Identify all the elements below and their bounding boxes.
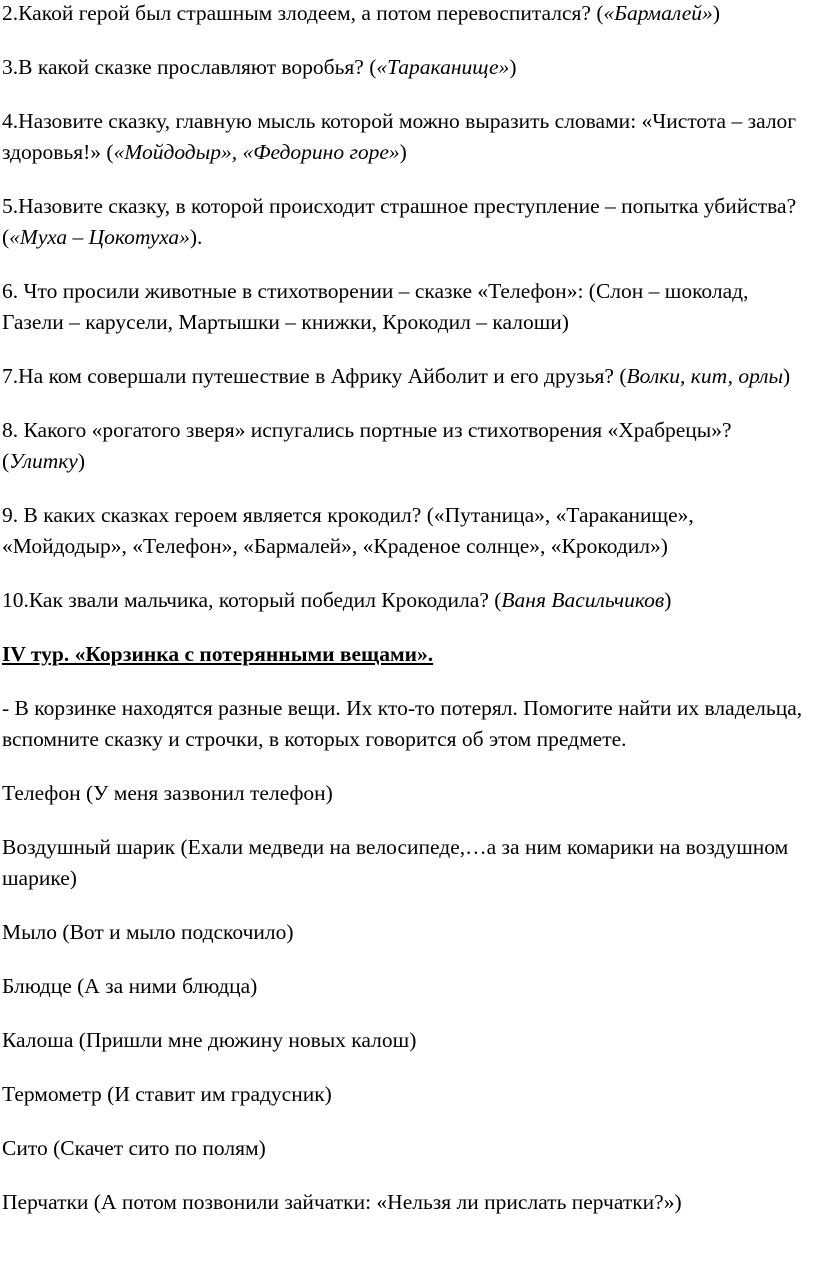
round-heading: IV тур. «Корзинка с потерянными вещами».: [2, 642, 434, 666]
question-text: Какой герой был страшным злодеем, а потом перевоспитался? (: [18, 1, 604, 25]
question-number: 6.: [2, 279, 19, 303]
question-answer: Улитку: [9, 449, 78, 473]
round-intro: - В корзинке находятся разные вещи. Их кто-то потерял. Помогите найти их владельца, вспомните сказку и строчки, в которых говорится об этом предмете.: [2, 696, 803, 751]
question-6: [2, 276, 812, 338]
question-number: 10.: [2, 588, 29, 612]
basket-item: Перчатки (А потом позвонили зайчатки: «Нельзя ли прислать перчатки?»): [2, 1190, 682, 1214]
question-answer: «Тараканище»: [376, 55, 510, 79]
question-answer: «Мойдодыр», «Федорино горе»: [113, 140, 400, 164]
question-text: Что просили животные в стихотворении – сказке «Телефон»: (Слон – шоколад, Газели – карусели, Мартышки – книжки, Крокодил – калоши): [2, 279, 749, 334]
basket-item: Калоша (Пришли мне дюжину новых калош): [2, 1028, 417, 1052]
basket-item: Телефон (У меня зазвонил телефон): [2, 781, 333, 805]
question-text: В какой сказке прославляют воробья? (: [18, 55, 377, 79]
question-text: Назовите сказку, главную мысль которой можно выразить словами: «Чистота – залог здоровья!» (: [2, 109, 797, 164]
question-tail: ): [509, 55, 517, 79]
question-3: [2, 52, 812, 83]
question-number: 5.: [2, 194, 19, 218]
question-text: На ком совершали путешествие в Африку Айболит и его друзья? (: [18, 364, 627, 388]
question-answer: Ваня Васильчиков: [501, 588, 665, 612]
question-answer: «Муха – Цокотуха»: [9, 225, 190, 249]
question-2: [2, 0, 812, 29]
question-text: Назовите сказку, в которой происходит страшное преступление – попытка убийства? (: [2, 194, 797, 249]
basket-item: Воздушный шарик (Ехали медведи на велосипеде,…а за ним комарики на воздушном шарике): [2, 835, 789, 890]
question-text: Как звали мальчика, который победил Крокодила? (: [28, 588, 502, 612]
question-tail: ): [783, 364, 791, 388]
question-tail: ): [712, 1, 720, 25]
question-tail: ).: [189, 225, 203, 249]
basket-item: Термометр (И ставит им градусник): [2, 1082, 332, 1106]
basket-item: Мыло (Вот и мыло подскочило): [2, 920, 294, 944]
question-number: 9.: [2, 503, 19, 527]
question-text: В каких сказках героем является крокодил? («Путаница», «Тараканище», «Мойдодыр», «Телефон», «Бармалей», «Краденое солнце», «Крокодил»): [2, 503, 694, 558]
question-number: 3.: [2, 55, 19, 79]
document-page: [2, 0, 812, 1241]
question-text: Какого «рогатого зверя» испугались портные из стихотворения «Храбрецы»? (: [2, 418, 732, 473]
question-9: [2, 500, 812, 562]
question-tail: ): [399, 140, 407, 164]
question-7: [2, 361, 812, 392]
question-answer: «Бармалей»: [603, 1, 713, 25]
question-answer: Волки, кит, орлы: [626, 364, 783, 388]
basket-item: Блюдце (А за ними блюдца): [2, 974, 258, 998]
basket-item: Сито (Скачет сито по полям): [2, 1136, 266, 1160]
question-number: 4.: [2, 109, 19, 133]
question-8: [2, 415, 812, 477]
question-tail: ): [664, 588, 672, 612]
question-tail: ): [77, 449, 85, 473]
question-10: [2, 585, 812, 616]
question-5: [2, 191, 812, 253]
question-number: 7.: [2, 364, 19, 388]
question-number: 2.: [2, 1, 19, 25]
question-number: 8.: [2, 418, 19, 442]
question-4: [2, 106, 812, 168]
